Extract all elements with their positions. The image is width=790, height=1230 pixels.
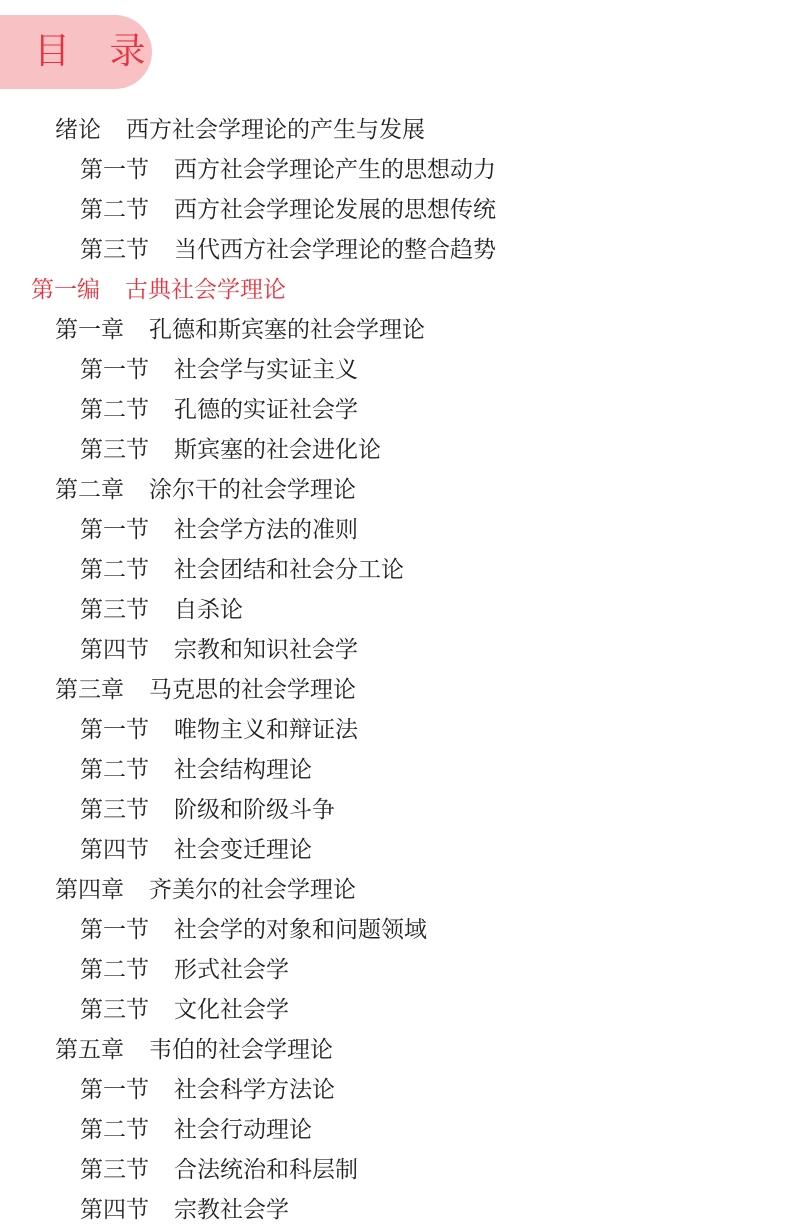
toc-entry-title: 齐美尔的社会学理论 <box>149 877 356 903</box>
toc-entry-number: 第二节 <box>80 757 149 783</box>
toc-section-entry[interactable] <box>0 990 790 1030</box>
toc-section-entry[interactable] <box>0 1190 790 1230</box>
toc-entry-title: 当代西方社会学理论的整合趋势 <box>174 237 496 263</box>
toc-section-entry[interactable] <box>0 150 790 190</box>
toc-entry-number: 第二节 <box>80 557 149 583</box>
toc-entry-title: 社会团结和社会分工论 <box>174 557 404 583</box>
toc-chapter-entry[interactable] <box>0 1030 790 1070</box>
toc-section-entry[interactable] <box>0 390 790 430</box>
toc-section-entry[interactable] <box>0 230 790 270</box>
toc-entry-number: 第五章 <box>55 1037 124 1063</box>
toc-entry-title: 社会学的对象和问题领域 <box>174 917 427 943</box>
toc-section-entry[interactable] <box>0 510 790 550</box>
toc-header-tab <box>0 15 160 89</box>
toc-chapter-entry[interactable] <box>0 110 790 150</box>
table-of-contents <box>0 110 790 1230</box>
toc-section-entry[interactable] <box>0 1070 790 1110</box>
toc-entry-title: 社会行动理论 <box>174 1117 312 1143</box>
toc-chapter-entry[interactable] <box>0 870 790 910</box>
toc-entry-number: 第二节 <box>80 1117 149 1143</box>
toc-entry-title: 社会学与实证主义 <box>174 357 358 383</box>
toc-section-entry[interactable] <box>0 630 790 670</box>
toc-section-entry[interactable] <box>0 550 790 590</box>
toc-entry-number: 第三节 <box>80 437 149 463</box>
toc-part-entry[interactable] <box>0 270 790 310</box>
toc-entry-title: 形式社会学 <box>174 957 289 983</box>
toc-entry-number: 第一章 <box>55 317 124 343</box>
toc-entry-title: 自杀论 <box>174 597 243 623</box>
toc-entry-title: 社会变迁理论 <box>174 837 312 863</box>
toc-entry-title: 孔德的实证社会学 <box>174 397 358 423</box>
toc-entry-title: 唯物主义和辩证法 <box>174 717 358 743</box>
toc-section-entry[interactable] <box>0 1150 790 1190</box>
toc-entry-number: 第三章 <box>55 677 124 703</box>
toc-entry-title: 韦伯的社会学理论 <box>149 1037 333 1063</box>
toc-entry-title: 文化社会学 <box>174 997 289 1023</box>
toc-section-entry[interactable] <box>0 950 790 990</box>
toc-section-entry[interactable] <box>0 190 790 230</box>
toc-entry-number: 绪论 <box>55 117 101 143</box>
toc-entry-title: 孔德和斯宾塞的社会学理论 <box>149 317 425 343</box>
toc-section-entry[interactable] <box>0 790 790 830</box>
toc-section-entry[interactable] <box>0 350 790 390</box>
page-title: 目 录 <box>34 31 160 72</box>
toc-entry-number: 第四章 <box>55 877 124 903</box>
toc-entry-title: 阶级和阶级斗争 <box>174 797 335 823</box>
toc-entry-number: 第二节 <box>80 397 149 423</box>
toc-entry-number: 第四节 <box>80 837 149 863</box>
toc-entry-number: 第一节 <box>80 917 149 943</box>
toc-section-entry[interactable] <box>0 750 790 790</box>
toc-entry-number: 第四节 <box>80 1197 149 1223</box>
toc-entry-number: 第一节 <box>80 157 149 183</box>
toc-entry-title: 社会科学方法论 <box>174 1077 335 1103</box>
toc-entry-number: 第一节 <box>80 717 149 743</box>
toc-entry-number: 第一节 <box>80 357 149 383</box>
toc-chapter-entry[interactable] <box>0 310 790 350</box>
toc-entry-number: 第一节 <box>80 517 149 543</box>
toc-section-entry[interactable] <box>0 590 790 630</box>
toc-section-entry[interactable] <box>0 430 790 470</box>
toc-entry-number: 第三节 <box>80 997 149 1023</box>
toc-entry-number: 第三节 <box>80 597 149 623</box>
toc-section-entry[interactable] <box>0 1110 790 1150</box>
toc-entry-title: 马克思的社会学理论 <box>149 677 356 703</box>
toc-section-entry[interactable] <box>0 910 790 950</box>
toc-entry-number: 第一节 <box>80 1077 149 1103</box>
toc-entry-number: 第四节 <box>80 637 149 663</box>
toc-entry-title: 合法统治和科层制 <box>174 1157 358 1183</box>
toc-entry-title: 宗教社会学 <box>174 1197 289 1223</box>
toc-entry-number: 第二节 <box>80 197 149 223</box>
toc-entry-title: 古典社会学理论 <box>125 277 286 303</box>
toc-entry-title: 斯宾塞的社会进化论 <box>174 437 381 463</box>
toc-entry-number: 第二节 <box>80 957 149 983</box>
toc-entry-title: 涂尔干的社会学理论 <box>149 477 356 503</box>
toc-entry-title: 西方社会学理论发展的思想传统 <box>174 197 496 223</box>
toc-entry-title: 西方社会学理论的产生与发展 <box>126 117 425 143</box>
toc-entry-number: 第二章 <box>55 477 124 503</box>
toc-entry-title: 社会学方法的准则 <box>174 517 358 543</box>
toc-chapter-entry[interactable] <box>0 670 790 710</box>
toc-section-entry[interactable] <box>0 830 790 870</box>
toc-entry-title: 社会结构理论 <box>174 757 312 783</box>
toc-entry-number: 第一编 <box>31 277 100 303</box>
toc-section-entry[interactable] <box>0 710 790 750</box>
toc-entry-number: 第三节 <box>80 1157 149 1183</box>
toc-entry-number: 第三节 <box>80 237 149 263</box>
toc-entry-number: 第三节 <box>80 797 149 823</box>
toc-chapter-entry[interactable] <box>0 470 790 510</box>
toc-entry-title: 西方社会学理论产生的思想动力 <box>174 157 496 183</box>
toc-entry-title: 宗教和知识社会学 <box>174 637 358 663</box>
